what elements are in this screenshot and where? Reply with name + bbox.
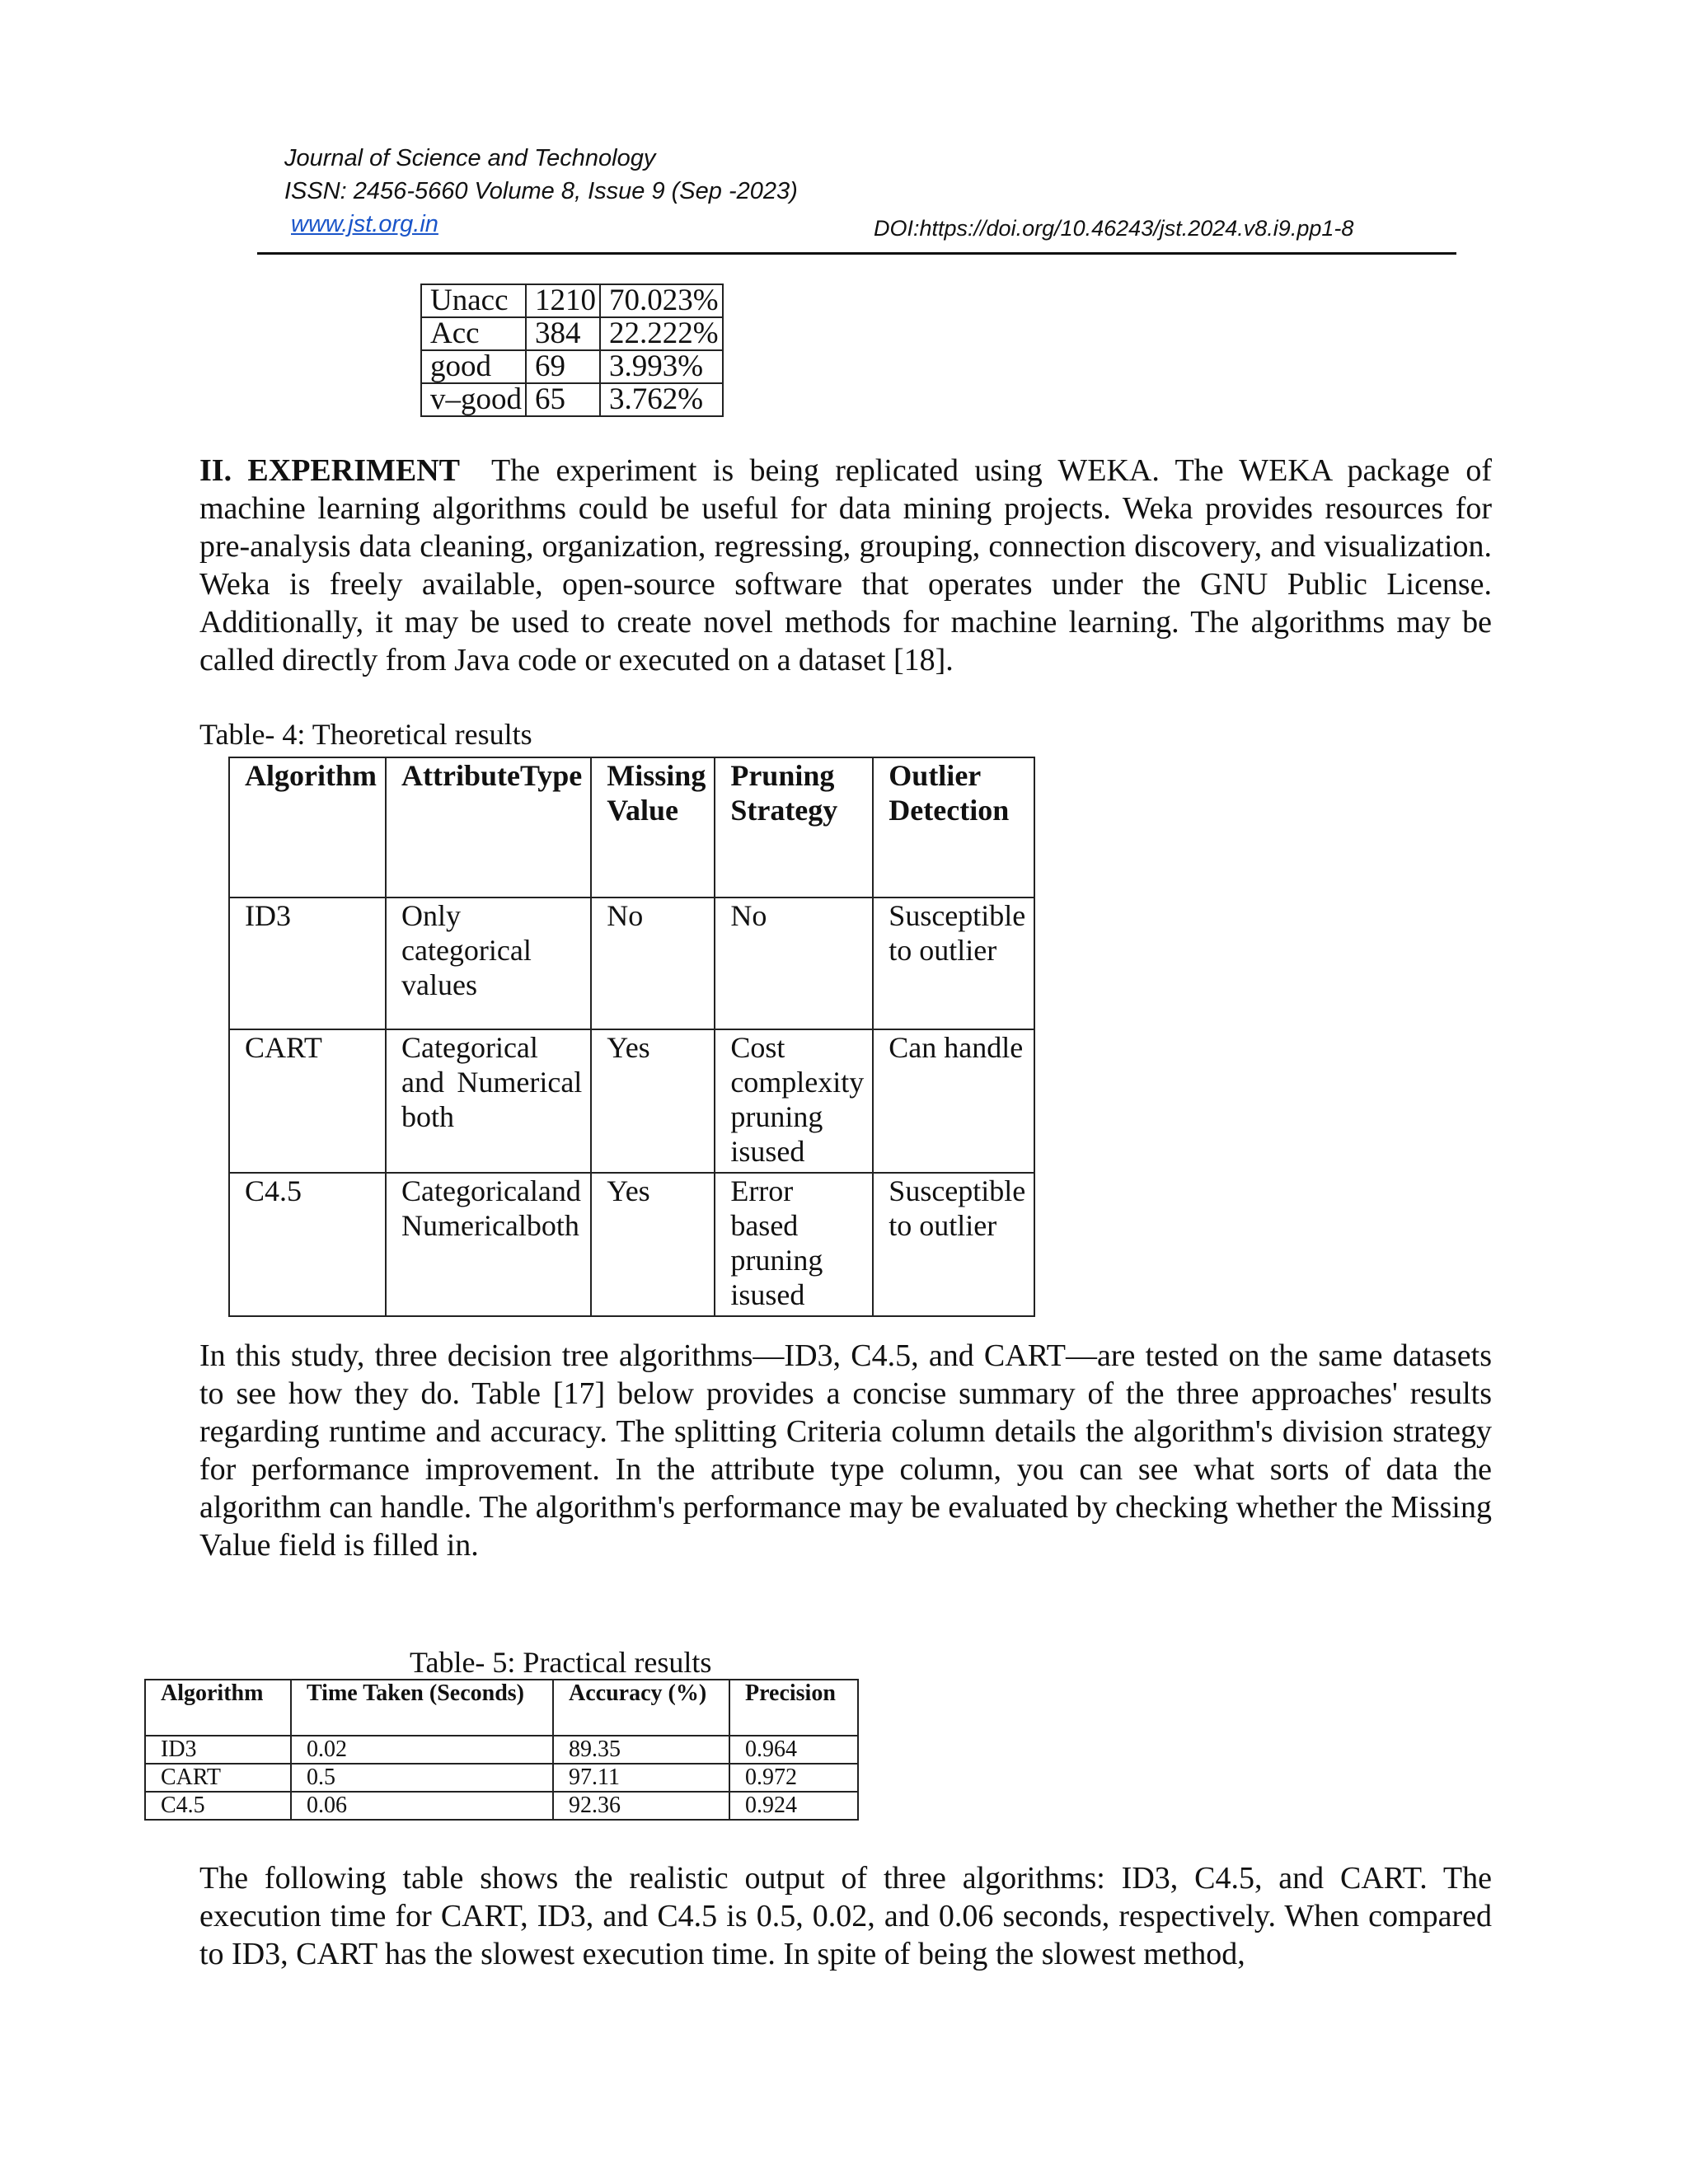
journal-link[interactable]: www.jst.org.in <box>291 211 438 237</box>
table-cell: Categoricaland Numericalboth <box>386 1173 591 1316</box>
table-header-cell: Outlier Detection <box>873 757 1034 898</box>
table-cell: 0.5 <box>291 1764 553 1792</box>
table-row <box>145 1792 858 1820</box>
table-cell: Susceptible to outlier <box>873 1173 1034 1316</box>
table-cell: C4.5 <box>229 1173 386 1316</box>
table-row <box>145 1764 858 1792</box>
table-cell: Acc <box>421 317 526 350</box>
table-cell: 97.11 <box>553 1764 729 1792</box>
table-cell: Categorical and Numerical both <box>386 1029 591 1173</box>
table-header-row <box>229 757 1034 898</box>
table-row <box>421 284 723 317</box>
class-distribution-table <box>420 284 724 417</box>
table-row <box>229 898 1034 1029</box>
table-row <box>421 350 723 383</box>
table-row <box>229 1029 1034 1173</box>
table-cell: good <box>421 350 526 383</box>
table5-caption: Table- 5: Practical results <box>410 1646 712 1679</box>
experiment-paragraph <box>199 452 1492 679</box>
table-row <box>421 317 723 350</box>
table-cell: 0.924 <box>729 1792 858 1820</box>
table-cell: Can handle <box>873 1029 1034 1173</box>
table-cell: Cost complexity pruning isused <box>715 1029 873 1173</box>
journal-title: Journal of Science and Technology <box>284 145 656 171</box>
table-cell: 65 <box>526 383 600 416</box>
table-cell: 92.36 <box>553 1792 729 1820</box>
table-header-cell: Algorithm <box>229 757 386 898</box>
table-cell: 69 <box>526 350 600 383</box>
table-header-row <box>145 1680 858 1736</box>
table-cell: Susceptible to outlier <box>873 898 1034 1029</box>
table-cell: CART <box>145 1764 291 1792</box>
study-paragraph: In this study, three decision tree algorithms—ID3, C4.5, and CART—are tested on the same datasets to see how they do. Table [17] below provides a concise summary of the three approaches' results regarding runtime and accuracy. The splitting Criteria column details the algorithm's division strategy for performance improvement. In the attribute type column, you can see what sorts of data the algorithm can handle. The algorithm's performance may be evaluated by checking whether the Missing Value field is filled in. <box>199 1338 1492 1563</box>
table-cell: Only categorical values <box>386 898 591 1029</box>
table-row <box>229 1173 1034 1316</box>
table-cell: 0.972 <box>729 1764 858 1792</box>
doi-text: DOI:https://doi.org/10.46243/jst.2024.v8.i9.pp1-8 <box>874 216 1354 241</box>
table-cell: Yes <box>591 1029 715 1173</box>
table-cell: 3.993% <box>600 350 723 383</box>
table-cell: 22.222% <box>600 317 723 350</box>
table-row <box>421 383 723 416</box>
table-cell: C4.5 <box>145 1792 291 1820</box>
section-heading: II. EXPERIMENT <box>199 453 461 488</box>
table-cell: v–good <box>421 383 526 416</box>
table-cell: 0.02 <box>291 1736 553 1764</box>
header-rule <box>257 252 1456 255</box>
issn-line: ISSN: 2456-5660 Volume 8, Issue 9 (Sep -2023) <box>284 178 798 204</box>
table-header-cell: AttributeType <box>386 757 591 898</box>
table4-caption: Table- 4: Theoretical results <box>199 718 532 751</box>
table-cell: 70.023% <box>600 284 723 317</box>
table-header-cell: Accuracy (%) <box>553 1680 729 1736</box>
table-header-cell: Pruning Strategy <box>715 757 873 898</box>
table-header-cell: Time Taken (Seconds) <box>291 1680 553 1736</box>
table-cell: 0.964 <box>729 1736 858 1764</box>
table-cell: No <box>591 898 715 1029</box>
table-cell: 1210 <box>526 284 600 317</box>
table-row <box>145 1736 858 1764</box>
table-cell: No <box>715 898 873 1029</box>
table-cell: ID3 <box>229 898 386 1029</box>
table-cell: CART <box>229 1029 386 1173</box>
table-cell: 384 <box>526 317 600 350</box>
table-header-cell: Missing Value <box>591 757 715 898</box>
theoretical-results-table <box>228 757 1035 1317</box>
table-cell: 0.06 <box>291 1792 553 1820</box>
table-cell: ID3 <box>145 1736 291 1764</box>
experiment-text: The experiment is being replicated using WEKA. The WEKA package of machine learning algorithms could be useful for data mining projects. Weka provides resources for pre-analysis data cleaning, organization, regressing, grouping, connection discovery, and visualization. Weka is freely available, open-source software that operates under the GNU Public License. Additionally, it may be used to create novel methods for machine learning. The algorithms may be called directly from Java code or executed on a dataset [18]. <box>199 453 1492 677</box>
practical-results-table <box>144 1679 859 1821</box>
table-cell: Unacc <box>421 284 526 317</box>
table-cell: 3.762% <box>600 383 723 416</box>
table-header-cell: Algorithm <box>145 1680 291 1736</box>
table-cell: 89.35 <box>553 1736 729 1764</box>
results-paragraph: The following table shows the realistic output of three algorithms: ID3, C4.5, and CART. The execution time for CART, ID3, and C4.5 is 0.5, 0.02, and 0.06 seconds, respectively. When compared to ID3, CART has the slowest execution time. In spite of being the slowest method, <box>199 1861 1492 1971</box>
running-header <box>284 142 798 241</box>
table-cell: Error based pruning isused <box>715 1173 873 1316</box>
table-header-cell: Precision <box>729 1680 858 1736</box>
table-cell: Yes <box>591 1173 715 1316</box>
